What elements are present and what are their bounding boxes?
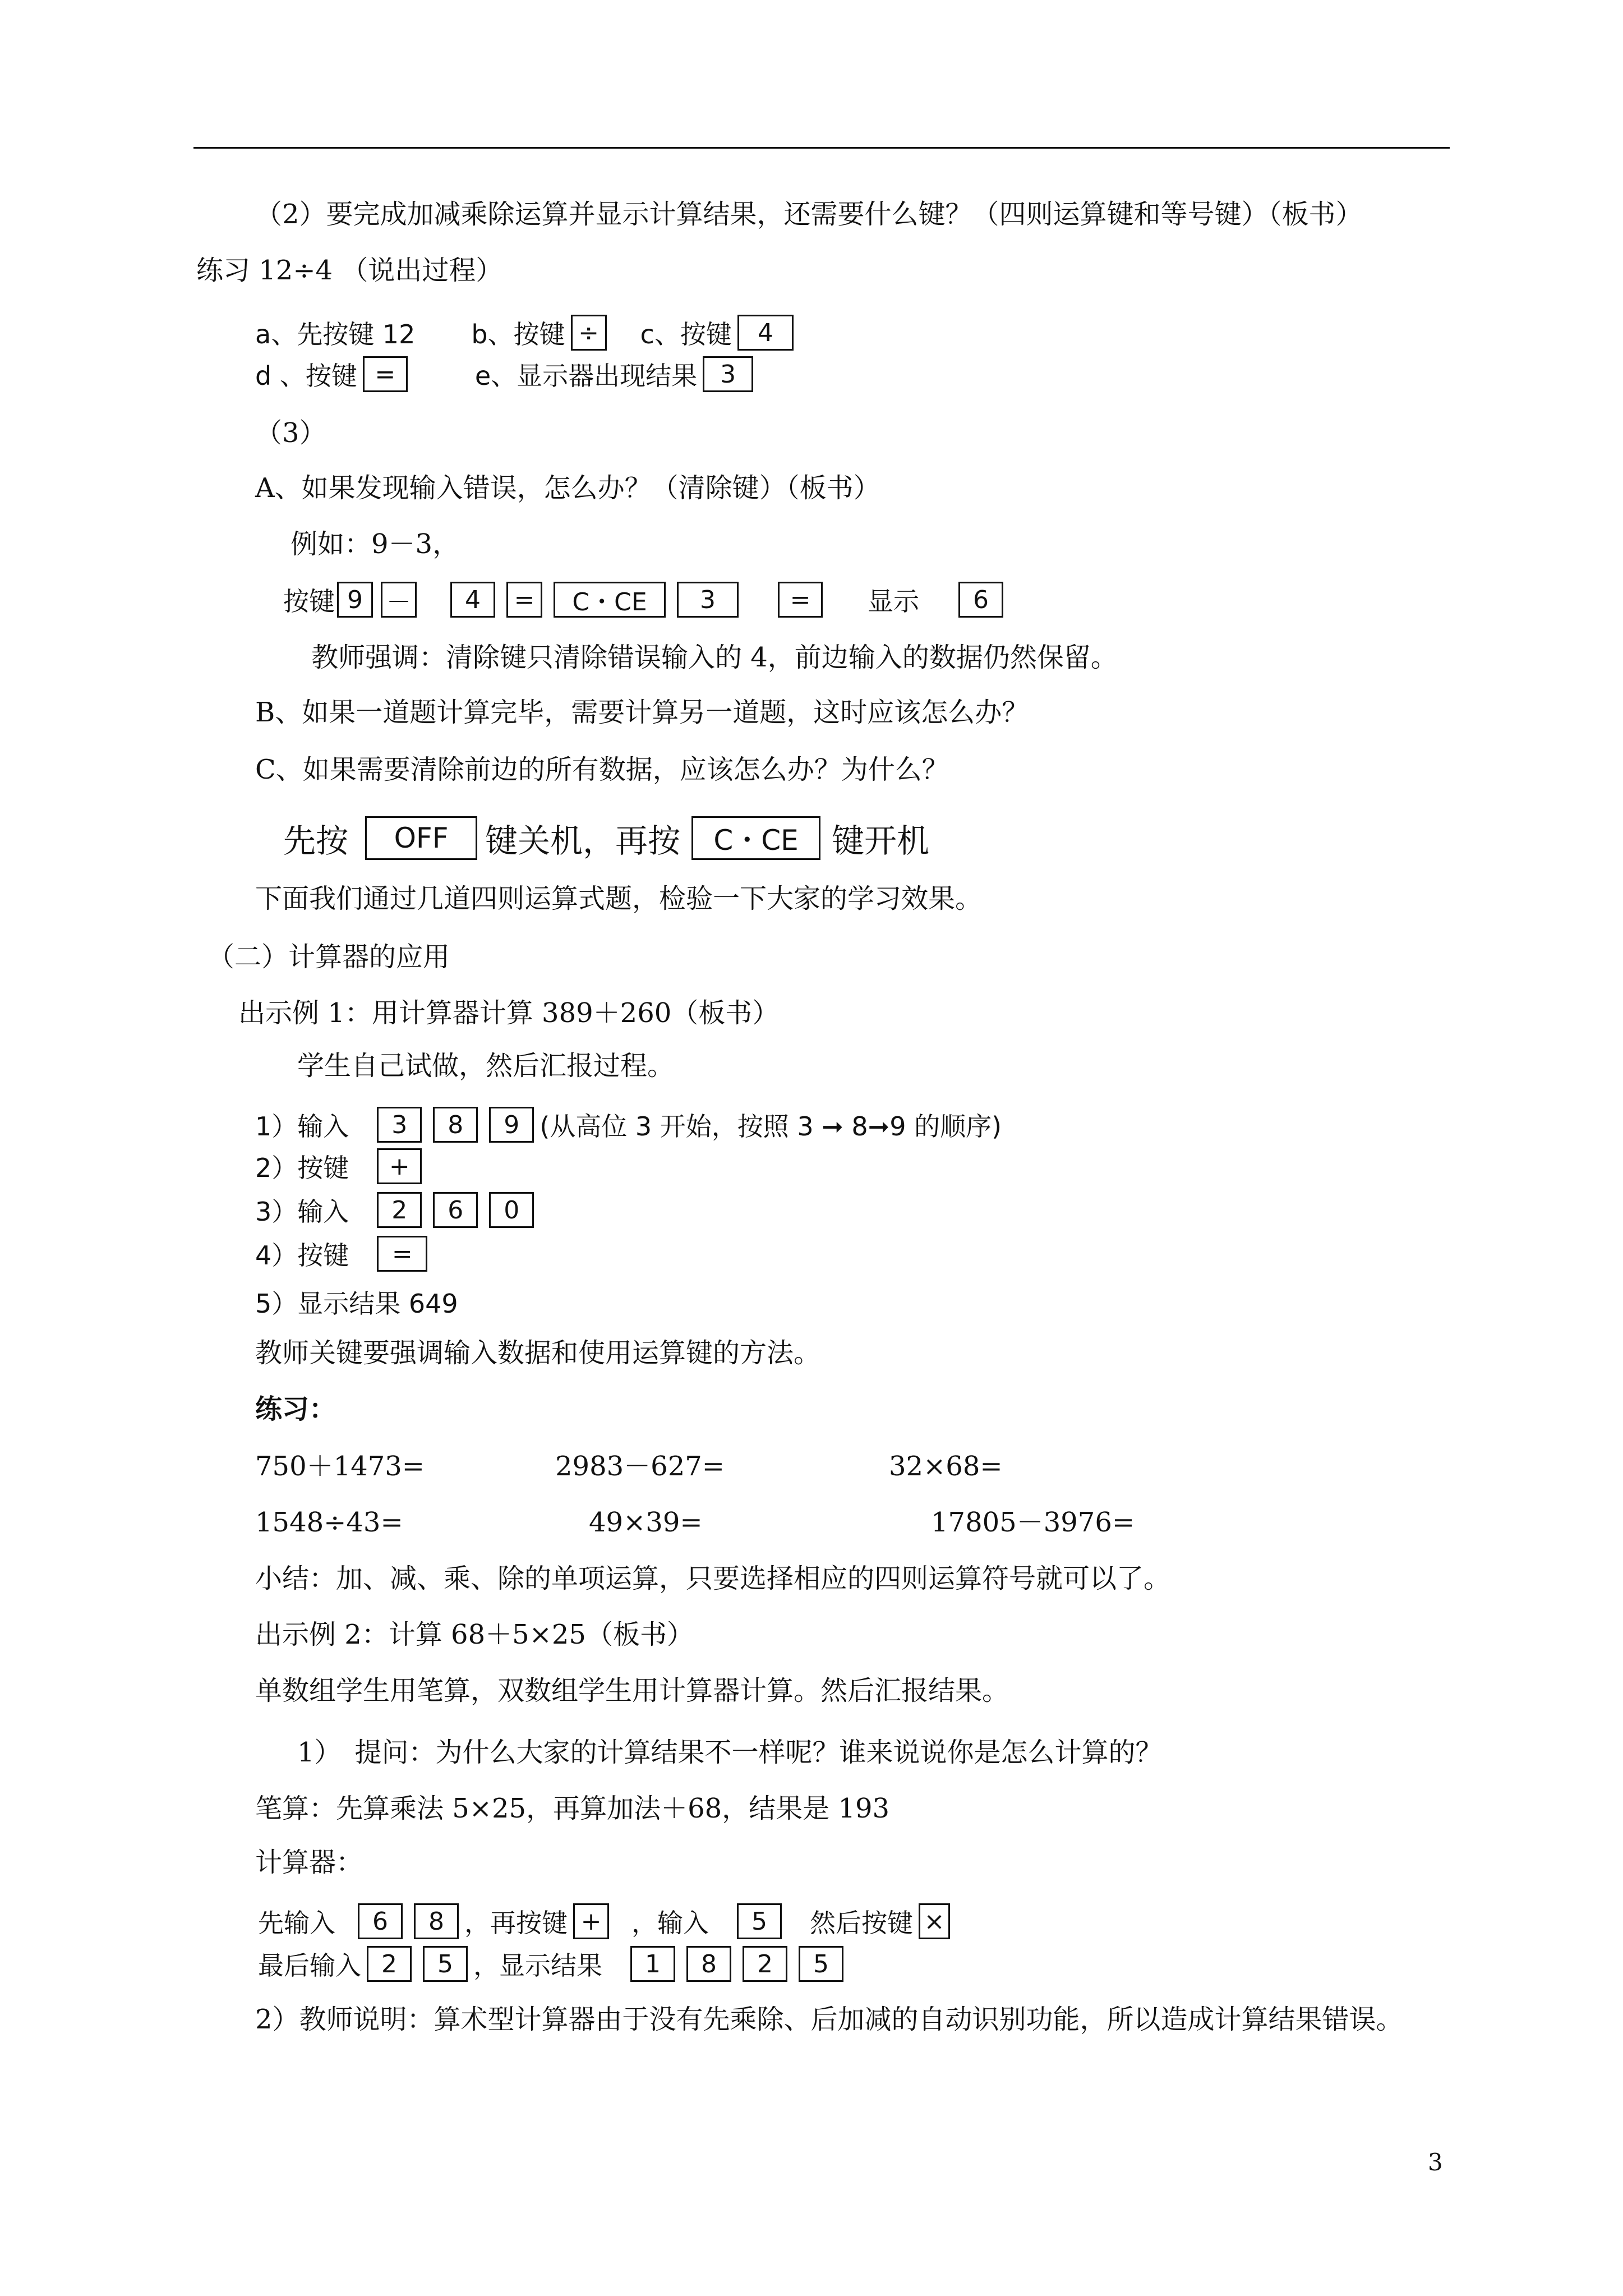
calculator-key: 2: [743, 1946, 787, 1982]
paragraph-line: 学生自己试做，然后汇报过程。: [297, 1050, 675, 1082]
paragraph-line: 教师强调：清除键只清除错误输入的 4，前边输入的数据仍然保留。: [311, 642, 1118, 673]
paragraph-line: 下面我们通过几道四则运算式题，检验一下大家的学习效果。: [255, 883, 983, 914]
calculator-key: 6: [958, 582, 1003, 618]
calculator-key: 8: [686, 1946, 731, 1982]
calculator-key: +: [573, 1903, 609, 1939]
step-text: 最后输入: [258, 1950, 361, 1981]
paragraph-line: 练习 12÷4 （说出过程）: [196, 255, 503, 286]
calculator-key: =: [506, 582, 542, 618]
calculator-key: 6: [433, 1192, 478, 1228]
step-text: b、按键: [471, 319, 565, 349]
step-text: 先输入: [258, 1908, 335, 1938]
key-sequence-line: [283, 581, 1009, 618]
page-number: 3: [1428, 2148, 1443, 2176]
paragraph-line: 2）教师说明：算术型计算器由于没有先乘除、后加减的自动识别功能，所以造成计算结果错误。: [255, 2004, 1403, 2035]
exercise-item: 49×39=: [589, 1507, 703, 1538]
calculator-key: 9: [337, 582, 373, 618]
paragraph-line: 计算器：: [255, 1847, 363, 1878]
calculator-key: =: [377, 1236, 427, 1272]
calculator-key: =: [363, 356, 408, 392]
step-text: 按键: [283, 586, 335, 616]
key-sequence-line: [258, 1945, 849, 1982]
calculator-key: 1: [630, 1946, 675, 1982]
calculator-key: 3: [377, 1107, 422, 1143]
key-sequence-line: [255, 1106, 1002, 1143]
key-sequence-line: [255, 1191, 540, 1228]
paragraph-line: A、如果发现输入错误，怎么办？（清除键）（板书）: [255, 472, 880, 504]
step-text: ，输入: [631, 1908, 709, 1938]
key-sequence-line: [283, 815, 929, 862]
section-heading: （二）计算器的应用: [208, 941, 450, 973]
calculator-key: 5: [737, 1903, 782, 1939]
key-sequence-line: [255, 1283, 458, 1320]
calculator-key: +: [377, 1148, 422, 1184]
calculator-key: C・CE: [554, 582, 666, 618]
calculator-key: 3: [703, 356, 753, 392]
calculator-key: 9: [489, 1107, 534, 1143]
calculator-key: 8: [414, 1903, 459, 1939]
key-sequence-line: [255, 1235, 433, 1272]
paragraph-line: C、如果需要清除前边的所有数据，应该怎么办？为什么？: [255, 754, 949, 785]
exercise-item: 17805－3976=: [931, 1507, 1135, 1538]
step-text: a、先按键 12: [255, 319, 416, 349]
calculator-key: ×: [919, 1903, 950, 1939]
paragraph-line: 单数组学生用笔算，双数组学生用计算器计算。然后汇报结果。: [255, 1675, 1009, 1706]
step-text: e、显示器出现结果: [474, 361, 698, 391]
step-text: 3）输入: [255, 1197, 349, 1227]
step-text: 1）输入: [255, 1111, 349, 1142]
paragraph-line: 出示例 1：用计算器计算 389＋260（板书）: [238, 997, 780, 1029]
calculator-key: 2: [367, 1946, 412, 1982]
step-text: c、按键: [640, 319, 732, 349]
step-text: 5）显示结果 649: [255, 1289, 458, 1319]
paragraph-line: 1） 提问：为什么大家的计算结果不一样呢？谁来说说你是怎么计算的？: [297, 1737, 1163, 1768]
key-sequence-line: [258, 1903, 956, 1940]
calculator-key: OFF: [365, 816, 477, 860]
paragraph-line: B、如果一道题计算完毕，需要计算另一道题，这时应该怎么办？: [255, 697, 1029, 728]
paragraph-line: 出示例 2：计算 68＋5×25（板书）: [255, 1619, 694, 1650]
step-text: 先按: [283, 822, 349, 860]
paragraph-line: 例如：9－3，: [291, 528, 460, 560]
step-text: ，显示结果: [473, 1950, 602, 1981]
calculator-key: C・CE: [691, 816, 820, 860]
step-text: 键开机: [832, 822, 930, 860]
exercise-item: 1548÷43=: [255, 1507, 403, 1538]
paragraph-line: （3）: [255, 417, 326, 449]
calculator-key: 6: [358, 1903, 403, 1939]
exercise-heading: 练习：: [255, 1393, 336, 1425]
step-text: 4）按键: [255, 1240, 349, 1271]
key-sequence-line: [255, 1148, 427, 1185]
key-sequence-line: [255, 314, 799, 351]
exercise-item: 750＋1473=: [255, 1451, 425, 1482]
paragraph-line: 笔算：先算乘法 5×25，再算加法＋68，结果是 193: [255, 1793, 890, 1824]
step-text: 2）按键: [255, 1153, 349, 1183]
paragraph-line: 教师关键要强调输入数据和使用运算键的方法。: [255, 1337, 821, 1369]
step-text: ，再按键: [464, 1908, 568, 1938]
calculator-key: ÷: [571, 315, 607, 351]
header-rule: [193, 147, 1450, 149]
step-text: d 、按键: [255, 361, 357, 391]
key-sequence-line: [255, 356, 759, 393]
step-text: 显示: [868, 586, 919, 616]
calculator-key: 3: [677, 582, 739, 618]
step-text: 键关机，再按: [485, 822, 681, 860]
exercise-item: 2983－627=: [555, 1451, 725, 1482]
exercise-item: 32×68=: [889, 1451, 1003, 1482]
paragraph-line: 小结：加、减、乘、除的单项运算，只要选择相应的四则运算符号就可以了。: [255, 1563, 1171, 1594]
calculator-key: 5: [423, 1946, 468, 1982]
calculator-key: 5: [799, 1946, 843, 1982]
calculator-key: 8: [433, 1107, 478, 1143]
calculator-key: 4: [737, 315, 794, 351]
step-text: 然后按键: [810, 1908, 913, 1938]
paragraph-line: （2）要完成加减乘除运算并显示计算结果，还需要什么键？（四则运算键和等号键）（板书）: [255, 199, 1363, 230]
calculator-key: =: [778, 582, 823, 618]
calculator-key: 2: [377, 1192, 422, 1228]
calculator-key: 0: [489, 1192, 534, 1228]
calculator-key: 4: [450, 582, 495, 618]
step-note: (从高位 3 开始，按照 3 ➞ 8➞9 的顺序): [540, 1111, 1002, 1142]
calculator-key: －: [381, 582, 417, 618]
